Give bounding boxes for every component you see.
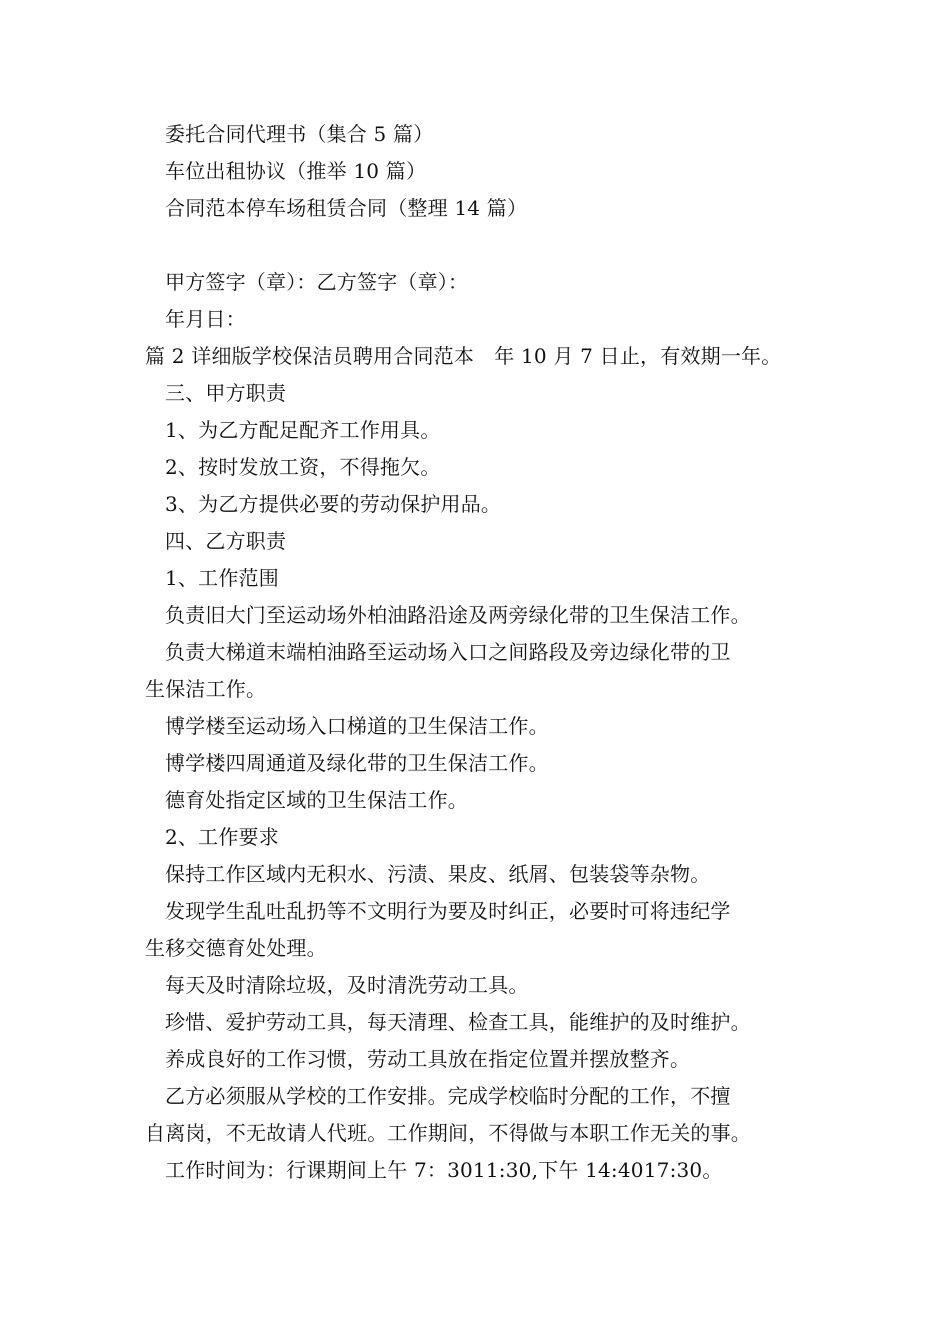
section-heading: 三、甲方职责: [165, 381, 287, 405]
paragraph-line: 每天及时清除垃圾，及时清洗劳动工具。: [165, 973, 529, 997]
paragraph-line: 负责旧大门至运动场外柏油路沿途及两旁绿化带的卫生保洁工作。: [165, 603, 751, 627]
paragraph-line: 1、为乙方配足配齐工作用具。: [165, 418, 441, 442]
subsection-heading: 1、工作范围: [165, 566, 279, 590]
paragraph-line: 生移交德育处处理。: [145, 936, 327, 960]
link-line[interactable]: 合同范本停车场租赁合同（整理 14 篇）: [165, 196, 528, 220]
signature-parties: 甲方签字（章）：乙方签字（章）：: [165, 270, 469, 294]
paragraph-line: 生保洁工作。: [145, 677, 267, 701]
header-links: [145, 116, 810, 227]
signature-block: [145, 264, 810, 338]
signature-date: 年月日：: [165, 307, 246, 331]
paragraph-line: 负责大梯道末端柏油路至运动场入口之间路段及旁边绿化带的卫: [165, 640, 731, 664]
paragraph-line: 珍惜、爱护劳动工具，每天清理、检查工具，能维护的及时维护。: [165, 1010, 751, 1034]
paragraph-line: 3、为乙方提供必要的劳动保护用品。: [165, 492, 502, 516]
paragraph-line: 德育处指定区域的卫生保洁工作。: [165, 788, 468, 812]
paragraph-line: 养成良好的工作习惯，劳动工具放在指定位置并摆放整齐。: [165, 1047, 691, 1071]
paragraph-line: 工作时间为：行课期间上午 7：3011:30,下午 14:4017:30。: [165, 1158, 723, 1182]
section-heading: 四、乙方职责: [165, 529, 287, 553]
paragraph-line: 博学楼四周通道及绿化带的卫生保洁工作。: [165, 751, 549, 775]
document-body: [145, 338, 810, 1189]
section-heading: 篇 2 详细版学校保洁员聘用合同范本 年 10 月 7 日止，有效期一年。: [145, 344, 782, 368]
paragraph-line: 自离岗，不无故请人代班。工作期间，不得做与本职工作无关的事。: [145, 1121, 751, 1145]
paragraph-line: 发现学生乱吐乱扔等不文明行为要及时纠正，必要时可将违纪学: [165, 899, 731, 923]
subsection-heading: 2、工作要求: [165, 825, 279, 849]
link-line[interactable]: 车位出租协议（推举 10 篇）: [165, 159, 427, 183]
paragraph-line: 2、按时发放工资，不得拖欠。: [165, 455, 441, 479]
paragraph-line: 乙方必须服从学校的工作安排。完成学校临时分配的工作，不擅: [165, 1084, 731, 1108]
link-line[interactable]: 委托合同代理书（集合 5 篇）: [165, 122, 434, 146]
paragraph-line: 保持工作区域内无积水、污渍、果皮、纸屑、包装袋等杂物。: [165, 862, 711, 886]
paragraph-line: 博学楼至运动场入口梯道的卫生保洁工作。: [165, 714, 549, 738]
